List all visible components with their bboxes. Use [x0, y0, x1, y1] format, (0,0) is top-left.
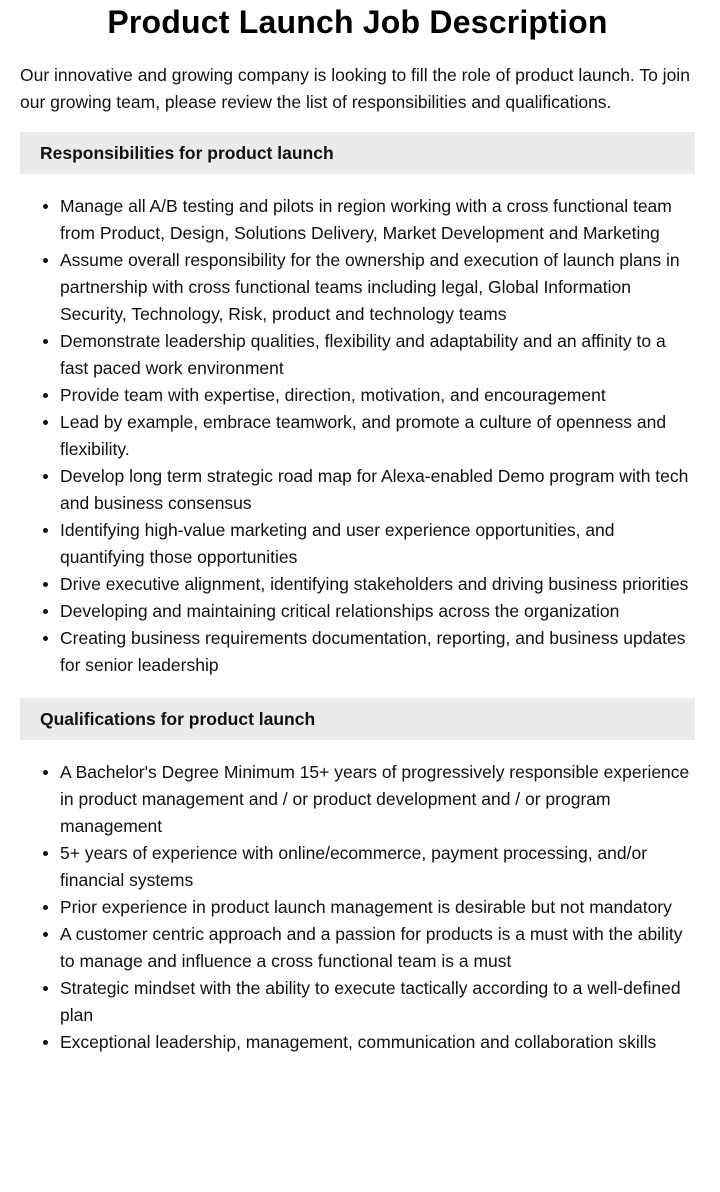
list-item: Exceptional leadership, management, communication and collaboration skills — [60, 1029, 695, 1056]
list-item: Drive executive alignment, identifying stakeholders and driving business priorities — [60, 571, 695, 598]
responsibilities-list — [20, 193, 695, 679]
list-item: Identifying high-value marketing and user experience opportunities, and quantifying those opportunities — [60, 517, 695, 571]
list-item: 5+ years of experience with online/ecommerce, payment processing, and/or financial systems — [60, 840, 695, 894]
page-title: Product Launch Job Description — [107, 4, 608, 40]
list-item: Lead by example, embrace teamwork, and promote a culture of openness and flexibility. — [60, 409, 695, 463]
list-item: A Bachelor's Degree Minimum 15+ years of progressively responsible experience in product management and / or product development and / or program management — [60, 759, 695, 840]
list-item: Prior experience in product launch management is desirable but not mandatory — [60, 894, 695, 921]
qualifications-list — [20, 759, 695, 1056]
list-item: Provide team with expertise, direction, motivation, and encouragement — [60, 382, 695, 409]
list-item: Strategic mindset with the ability to execute tactically according to a well-defined plan — [60, 975, 695, 1029]
qualifications-heading: Qualifications for product launch — [20, 698, 695, 740]
list-item: Assume overall responsibility for the ownership and execution of launch plans in partnership with cross functional teams including legal, Global Information Security, Technology, Risk, product and technology teams — [60, 247, 695, 328]
list-item: Manage all A/B testing and pilots in region working with a cross functional team from Product, Design, Solutions Delivery, Market Development and Marketing — [60, 193, 695, 247]
intro-paragraph: Our innovative and growing company is looking to fill the role of product launch. To join our growing team, please review the list of responsibilities and qualifications. — [20, 65, 690, 112]
responsibilities-heading: Responsibilities for product launch — [20, 132, 695, 174]
list-item: Develop long term strategic road map for Alexa-enabled Demo program with tech and business consensus — [60, 463, 695, 517]
list-item: Demonstrate leadership qualities, flexibility and adaptability and an affinity to a fast paced work environment — [60, 328, 695, 382]
list-item: Developing and maintaining critical relationships across the organization — [60, 598, 695, 625]
list-item: Creating business requirements documentation, reporting, and business updates for senior leadership — [60, 625, 695, 679]
list-item: A customer centric approach and a passion for products is a must with the ability to manage and influence a cross functional team is a must — [60, 921, 695, 975]
